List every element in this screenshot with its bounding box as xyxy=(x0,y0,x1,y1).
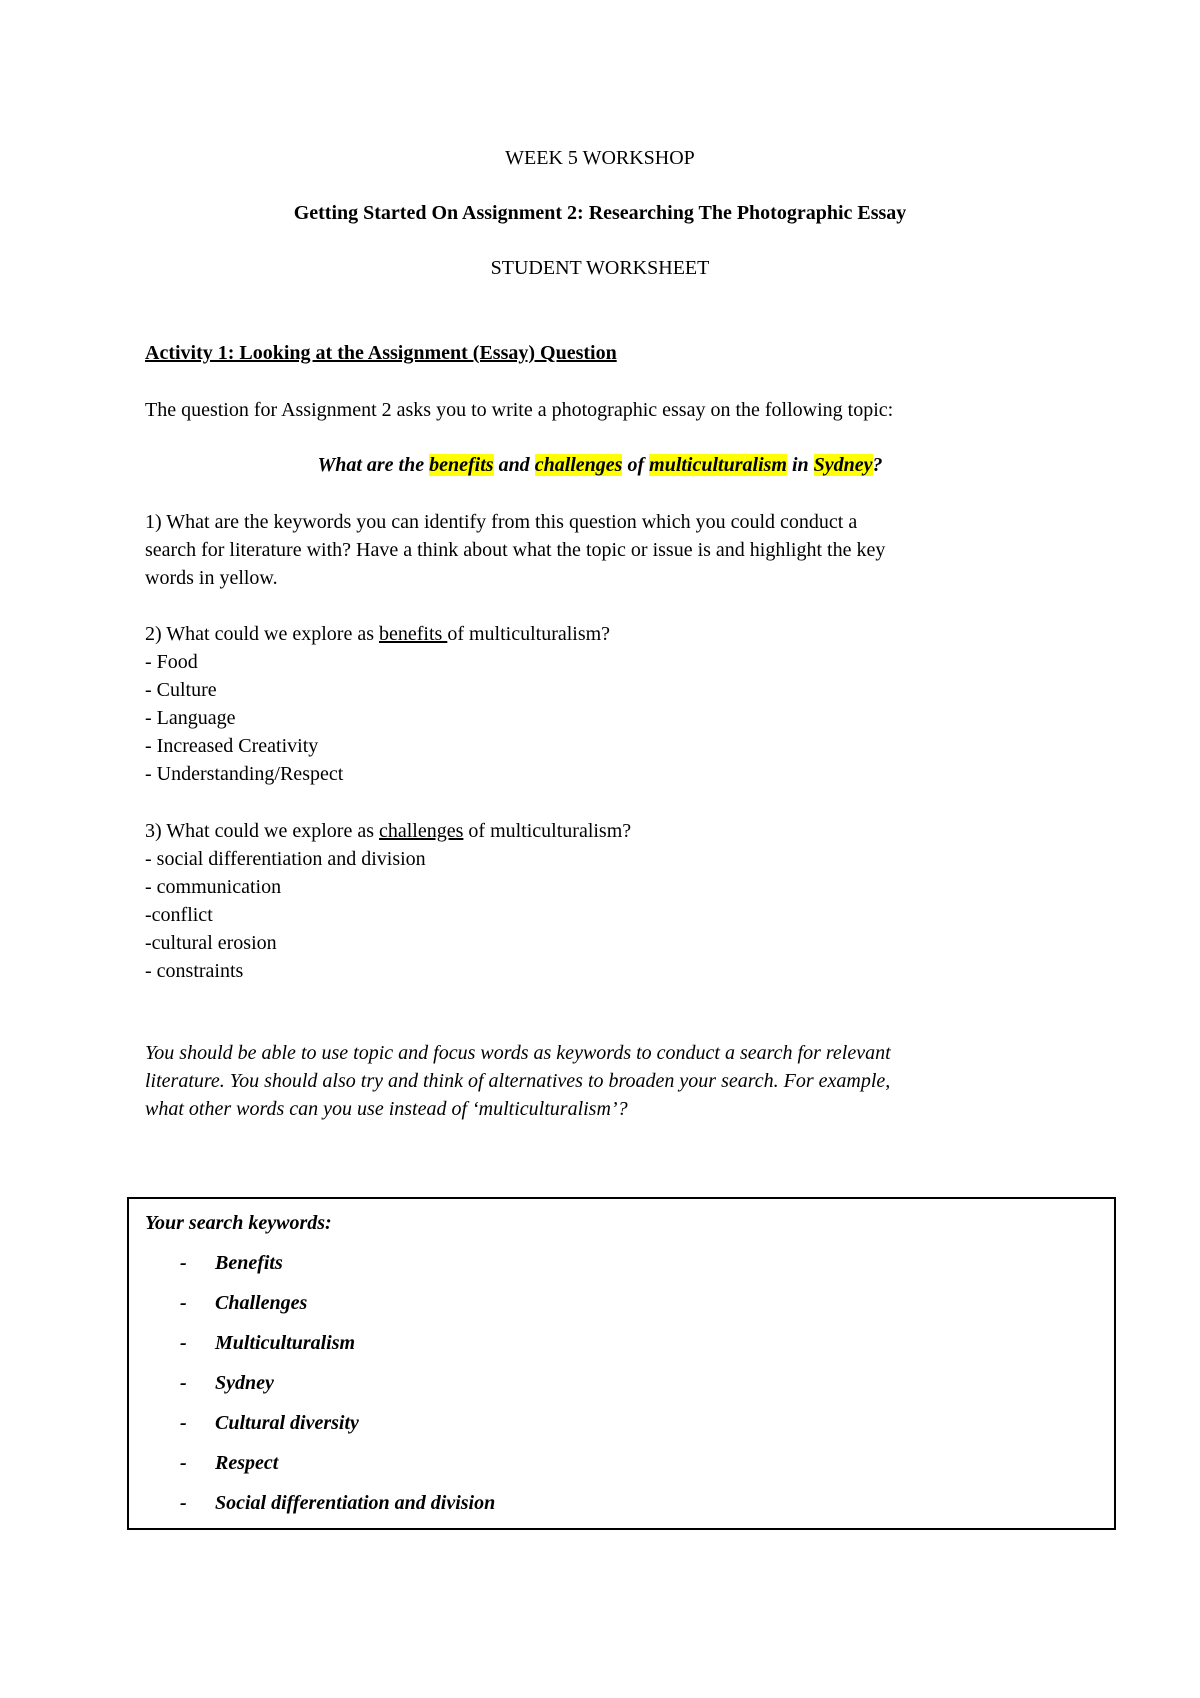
question-3 xyxy=(145,817,1085,985)
keyword-text: Benefits xyxy=(215,1252,283,1274)
keyword-text: Sydney xyxy=(215,1372,274,1394)
keyword-highlight-sydney: Sydney xyxy=(813,454,873,476)
note-line: what other words can you use instead of ‘multiculturalism’? xyxy=(145,1098,628,1120)
worksheet-label: STUDENT WORKSHEET xyxy=(490,257,710,279)
question-2-suffix: of multiculturalism? xyxy=(447,623,611,645)
italic-note xyxy=(145,1039,1085,1123)
question-1-line: 1) What are the keywords you can identify from this question which you could conduct a xyxy=(145,511,858,533)
keyword-text: Cultural diversity xyxy=(215,1412,359,1434)
challenge-item: - social differentiation and division xyxy=(145,848,426,870)
challenge-item: - constraints xyxy=(145,960,244,982)
question-text: in xyxy=(786,454,814,476)
question-2 xyxy=(145,620,1085,788)
keyword-text: Challenges xyxy=(215,1292,308,1314)
list-dash: - xyxy=(180,1292,187,1314)
benefit-item: - Food xyxy=(145,651,198,673)
benefit-item: - Language xyxy=(145,707,236,729)
question-3-prefix: 3) What could we explore as xyxy=(145,820,379,842)
list-dash: - xyxy=(180,1412,187,1434)
search-keywords-heading: Your search keywords: xyxy=(145,1212,332,1234)
keyword-text: Multiculturalism xyxy=(215,1332,356,1354)
question-text: of xyxy=(622,454,650,476)
benefit-item: - Understanding/Respect xyxy=(145,763,344,785)
question-1-line: search for literature with? Have a think about what the topic or issue is and highlight the key xyxy=(145,539,886,561)
benefit-item: - Increased Creativity xyxy=(145,735,319,757)
benefit-item: - Culture xyxy=(145,679,217,701)
activity-intro: The question for Assignment 2 asks you to write a photographic essay on the following topic: xyxy=(145,399,894,421)
keyword-text: Social differentiation and division xyxy=(215,1492,496,1514)
question-2-prefix: 2) What could we explore as xyxy=(145,623,379,645)
note-line: You should be able to use topic and focus words as keywords to conduct a search for relevant xyxy=(145,1042,891,1064)
list-dash: - xyxy=(180,1252,187,1274)
question-text: What are the xyxy=(317,454,430,476)
list-dash: - xyxy=(180,1332,187,1354)
keyword-text: Respect xyxy=(215,1452,279,1474)
challenge-item: -conflict xyxy=(145,904,213,926)
question-text: ? xyxy=(872,454,883,476)
list-dash: - xyxy=(180,1492,187,1514)
question-2-prompt xyxy=(145,620,1085,648)
page-title: WEEK 5 WORKSHOP xyxy=(505,147,695,169)
question-text: and xyxy=(493,454,535,476)
challenge-item: - communication xyxy=(145,876,282,898)
keyword-highlight-challenges: challenges xyxy=(534,454,623,476)
search-keywords-box xyxy=(127,1197,1116,1530)
challenge-item: -cultural erosion xyxy=(145,932,277,954)
underlined-challenges: challenges xyxy=(379,820,464,842)
question-1 xyxy=(145,508,1085,592)
note-line: literature. You should also try and think of alternatives to broaden your search. For example, xyxy=(145,1070,891,1092)
page-subtitle: Getting Started On Assignment 2: Researching The Photographic Essay xyxy=(293,202,907,224)
keyword-highlight-multiculturalism: multiculturalism xyxy=(649,454,787,476)
list-dash: - xyxy=(180,1452,187,1474)
activity-heading: Activity 1: Looking at the Assignment (Essay) Question xyxy=(145,342,617,364)
question-1-line: words in yellow. xyxy=(145,567,278,589)
list-dash: - xyxy=(180,1372,187,1394)
keyword-highlight-benefits: benefits xyxy=(429,454,494,476)
essay-question xyxy=(0,453,1200,477)
question-3-suffix: of multiculturalism? xyxy=(463,820,632,842)
underlined-benefits: benefits xyxy=(379,623,448,645)
question-3-prompt xyxy=(145,817,1085,845)
